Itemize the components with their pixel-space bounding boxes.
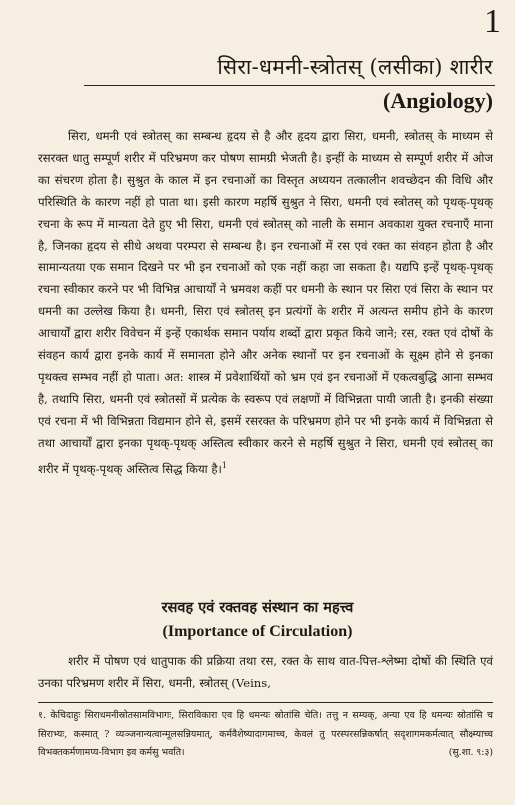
title-rule [84,85,495,86]
section-paragraph: शरीर में पोषण एवं धातुपाक की प्रक्रिया तथा रस, रक्त के साथ वात-पित्त-श्लेष्मा दोषों की स्थिति एवं उनका परिभ्रमण शरीर में सिरा, धमनी, स्त्रोतस् (Veins, [38,654,493,690]
section-heading: रसवह एवं रक्तवह संस्थान का महत्त्व [161,599,354,616]
main-paragraph [38,126,493,480]
footnote [38,707,493,763]
footnote-reference: (सु.शा. ९:३) [448,747,493,759]
chapter-subtitle: (Angiology) [383,88,493,113]
footnote-marker: 1 [221,460,228,470]
chapter-title: सिरा-धमनी-स्त्रोतस् (लसीका) शारीर [217,55,493,79]
chapter-number: 1 [484,3,501,40]
main-paragraph-text: सिरा, धमनी एवं स्त्रोतस् का सम्बन्ध हृदय से है और हृदय द्वारा सिरा, धमनी, स्त्रोतस् के माध्यम से रसरक्त धातु सम्पूर्ण शरीर में परिभ्रमण कर पोषण सामग्री भेजती है। इन्हीं के माध्यम से सम्पूर्ण शरीर में ओज का संचरण होता है। सुश्रुत के काल में इन रचनाओं का विस्तृत अध्ययन तत्कालीन शवच्छेदन की विधि और परिस्थिति के कारण नहीं हो पाता था। इसी कारण महर्षि सुश्रुत ने सिरा, धमनी एवं स्त्रोतस् को पृथक्-पृथक् रचना के रूप में मान्यता देते हुए भी सिरा, धमनी एवं स्त्रोतस् को नाली के समान अवकाश युक्त रचनाएँ माना है, जिनका हृदय से सीधे अथवा परम्परा से सम्बन्ध है। इन रचनाओं में रस एवं रक्त का संवहन होता है और सामान्यतया एक समान दिखने पर भी इन रचनाओं को एक नहीं कहा जा सकता है। यद्यपि इन्हें पृथक्-पृथक् रचना स्वीकार करने पर भी विभिन्न आचार्यों ने भ्रमवश कहीं पर धमनी के स्थान पर सिरा एवं सिरा के स्थान पर धमनी का उल्लेख किया है। धमनी, सिरा एवं स्त्रोतस् इन प्रत्यंगों के शरीर में अत्यन्त समीप होने के कारण आचार्यों द्वारा शरीर विवेचन में इन्हें एकार्थक समान पर्याय शब्दों द्वारा प्रकृत किये जाने; रस, रक्त एवं दोषों के संवहन कार्य द्वारा इनके कार्य में समानता होने और अनेक स्थानों पर इन रचनाओं के सूक्ष्म होने से इनका पृथक्त्व सम्भव नहीं हो पाता। अत: शास्त्र में प्रवेशार्थियों को भ्रम एवं इन रचनाओं में एकत्वबुद्धि आना सम्भव है, तथापि सिरा, धमनी एवं स्त्रोतसों में प्रत्येक के स्वरूप एवं लक्षणों में विभिन्नता पायी जाती है। इनकी संख्या एवं रचना में भी विभिन्नता विद्यमान होने से, इसमें रसरक्त के परिभ्रमण होने पर भी इनके कार्य में विभिन्नता से तथा आचार्यों द्वारा इनका पृथक्-पृथक् अस्तित्व स्वीकार करने से महर्षि सुश्रुत ने सिरा, धमनी एवं स्त्रोतस् का शरीर में पृथक्-पृथक् अस्तित्व सिद्ध किया है। [38,129,493,476]
footnote-divider [38,702,493,703]
section-subheading: (Importance of Circulation) [162,623,353,640]
footnote-text: १. केचिदाहुः सिराधमनीस्रोतसामविभागः, सिराविकारा एव हि धमन्यः स्रोतांसि चेति। तत्तु न सम्यक्, अन्या एव हि धमन्यः स्रोतांसि च सिराभ्यः, कस्मात् ? व्यञ्जनान्यत्वान्मूलसन्नियमात्, कर्मवैशेष्यादागमाच्च, केवलं तु परस्परसन्निकर्षात् सदृशागमकर्मत्वात् सौक्ष्म्याच्च विभक्तकर्मणामप्य-विभाग इव कर्मसु भवति। [38,710,493,759]
